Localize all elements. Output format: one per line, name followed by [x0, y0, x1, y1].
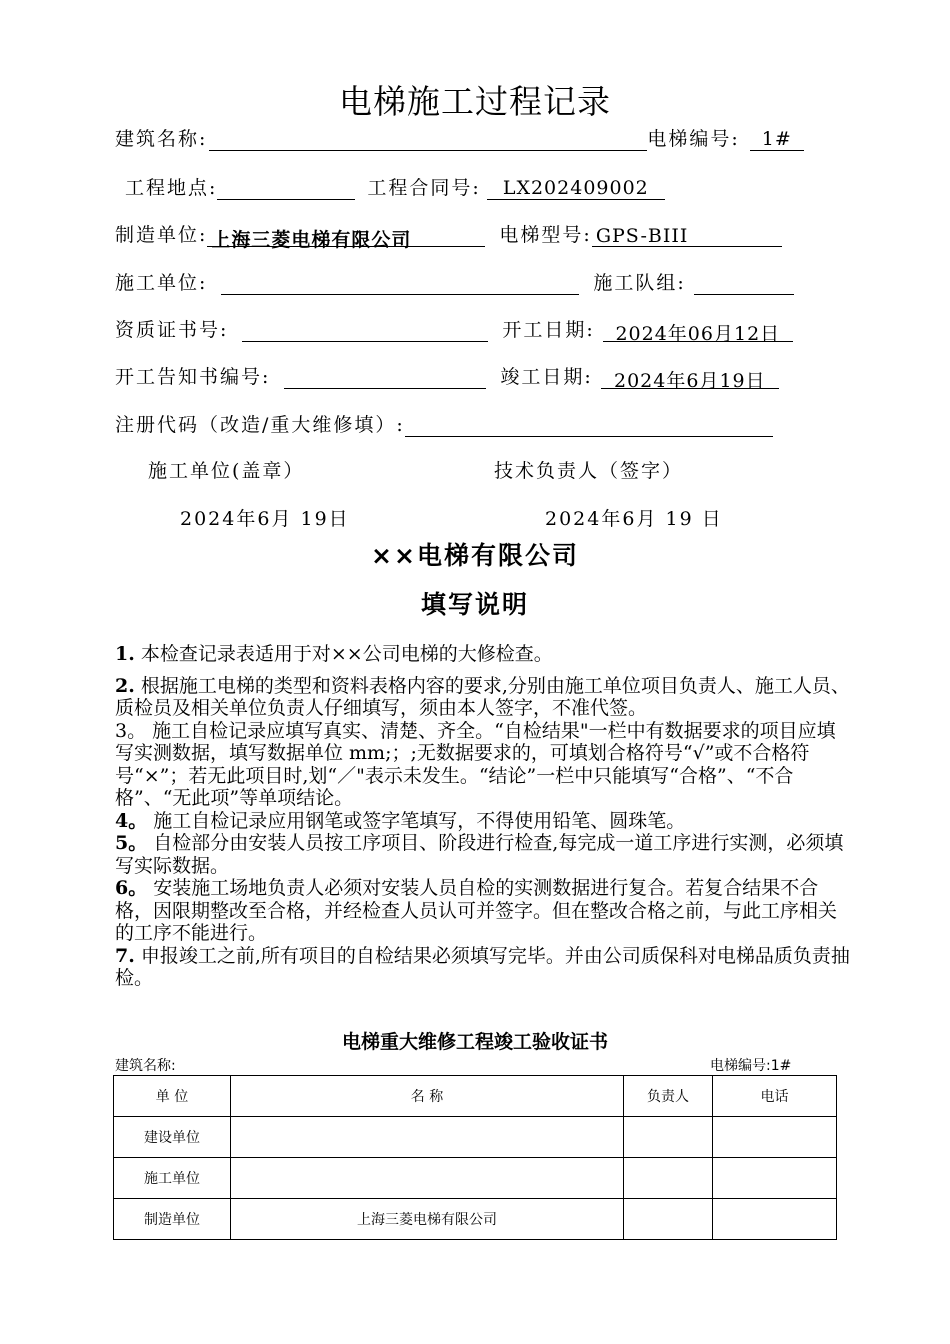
license-field[interactable]	[242, 319, 488, 342]
header-phone: 电话	[713, 1076, 837, 1117]
row-name[interactable]	[231, 1158, 624, 1199]
certificate-building-label: 建筑名称:	[115, 1058, 176, 1074]
instructions-title: 填写说明	[420, 590, 529, 619]
instruction-text: 自检部分由安装人员按工序项目、阶段进行检查,每完成一道工序进行实测，必须填写实际数据。	[115, 832, 844, 877]
finish-date-label: 竣工日期:	[500, 366, 593, 388]
elevator-no-field[interactable]: 1#	[750, 128, 804, 151]
header-person: 负责人	[624, 1076, 713, 1117]
instruction-text: 本检查记录表适用于对××公司电梯的大修检查。	[134, 643, 553, 665]
instruction-num: 5。	[115, 832, 148, 854]
instruction-num: 1.	[115, 643, 135, 665]
start-date-label: 开工日期:	[502, 319, 595, 341]
instruction-item-4	[115, 810, 850, 833]
instruction-item-3	[115, 720, 850, 810]
model-field[interactable]: GPS-BIII	[592, 225, 782, 247]
unit-seal-label: 施工单位(盖章）	[148, 460, 305, 482]
row-name[interactable]	[231, 1117, 624, 1158]
instruction-num: 4。	[115, 809, 148, 832]
row-license	[115, 315, 793, 345]
manufacturer-label: 制造单位:	[115, 224, 208, 246]
row-person[interactable]	[624, 1117, 713, 1158]
instruction-text: 施工自检记录应填写真实、清楚、齐全。“自检结果"一栏中有数据要求的项目应填写实测数据，填写数据单位 mm;；;无数据要求的，可填划合格符号“√”或不合格符号“×”；若无此项目时,划“／"表示未发生。“结论”一栏中只能填写“合格”、“不合格”、“无此项”等单项结论。	[115, 719, 836, 809]
contract-label: 工程合同号:	[367, 177, 481, 199]
row-registration	[115, 410, 773, 437]
tech-sign-label: 技术负责人（签字）	[494, 460, 684, 482]
building-name-field[interactable]	[209, 128, 647, 151]
instruction-text: 施工自检记录应用钢笔或签字笔填写，不得使用铅笔、圆珠笔。	[147, 809, 686, 832]
table-header-row	[114, 1076, 837, 1117]
finish-date-field[interactable]: 2024年6月19日	[601, 366, 779, 389]
instruction-item-7	[115, 945, 850, 990]
instruction-num: 6。	[115, 877, 148, 899]
manufacturer-field[interactable]: 上海三菱电梯有限公司	[207, 225, 485, 247]
header-name: 名 称	[231, 1076, 624, 1117]
notice-field[interactable]	[284, 366, 486, 389]
row-unit: 施工单位	[114, 1158, 231, 1199]
row-notice	[115, 362, 779, 392]
header-unit: 单 位	[114, 1076, 231, 1117]
table-row	[114, 1199, 837, 1240]
row-name[interactable]: 上海三菱电梯有限公司	[231, 1199, 624, 1240]
instruction-text: 根据施工电梯的类型和资料表格内容的要求,分别由施工单位项目负责人、施工人员、质检员及相关单位负责人仔细填写，须由本人签字，不准代签。	[115, 674, 850, 719]
start-date-field[interactable]: 2024年06月12日	[603, 319, 793, 342]
contract-field[interactable]: LX202409002	[487, 177, 665, 200]
site-field[interactable]	[217, 177, 355, 200]
license-label: 资质证书号:	[115, 319, 229, 341]
row-unit: 制造单位	[114, 1199, 231, 1240]
team-field[interactable]	[694, 272, 794, 295]
row-phone[interactable]	[713, 1158, 837, 1199]
registration-field[interactable]	[405, 414, 773, 437]
table-row	[114, 1158, 837, 1199]
row-building	[115, 124, 804, 151]
team-label: 施工队组:	[593, 272, 686, 294]
row-phone[interactable]	[713, 1117, 837, 1158]
row-person[interactable]	[624, 1158, 713, 1199]
instruction-num: 3。	[115, 719, 147, 742]
certificate-elevator-no: 电梯编号:1#	[710, 1058, 792, 1074]
certificate-table	[113, 1075, 837, 1240]
row-phone[interactable]	[713, 1199, 837, 1240]
row-unit: 建设单位	[114, 1117, 231, 1158]
site-label: 工程地点:	[125, 177, 218, 199]
instruction-item-2	[115, 675, 850, 720]
company-name: ××电梯有限公司	[371, 541, 579, 570]
contractor-field[interactable]	[221, 272, 579, 295]
document-title: 电梯施工过程记录	[339, 82, 611, 121]
unit-seal-date: 2024年6月 19日	[180, 508, 350, 530]
instruction-item-5	[115, 832, 850, 877]
tech-sign-date: 2024年6月 19 日	[545, 508, 723, 530]
elevator-no-label: 电梯编号:	[647, 128, 740, 150]
instruction-item-6	[115, 877, 850, 945]
building-name-label: 建筑名称:	[115, 128, 208, 150]
instruction-num: 7.	[115, 944, 135, 967]
row-manufacturer	[115, 220, 782, 251]
instructions-list	[115, 643, 850, 990]
model-label: 电梯型号:	[499, 224, 592, 246]
table-row	[114, 1117, 837, 1158]
row-site	[125, 173, 665, 200]
instruction-text: 安装施工场地负责人必须对安装人员自检的实测数据进行复合。若复合结果不合格，因限期整改至合格，并经检查人员认可并签字。但在整改合格之前，与此工序相关的工序不能进行。	[115, 877, 838, 944]
row-person[interactable]	[624, 1199, 713, 1240]
contractor-label: 施工单位:	[115, 272, 208, 294]
registration-label: 注册代码（改造/重大维修填）:	[115, 414, 405, 436]
row-contractor	[115, 268, 794, 295]
instruction-item-1	[115, 643, 850, 666]
instruction-text: 申报竣工之前,所有项目的自检结果必须填写完毕。并由公司质保科对电梯品质负责抽检。	[115, 944, 850, 989]
instruction-num: 2.	[115, 674, 135, 697]
notice-label: 开工告知书编号:	[115, 366, 271, 388]
certificate-title: 电梯重大维修工程竣工验收证书	[341, 1032, 608, 1053]
